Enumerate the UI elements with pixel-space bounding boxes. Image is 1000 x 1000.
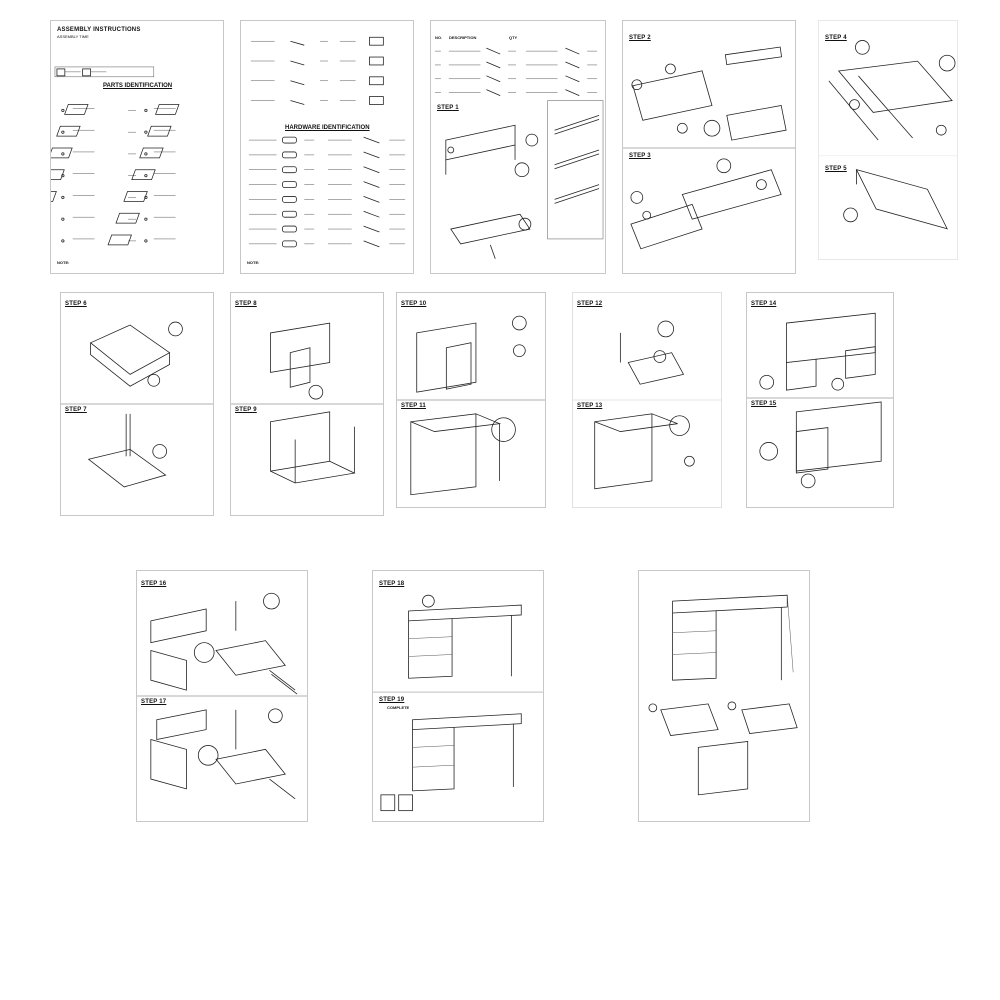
step-label: STEP 18 xyxy=(379,581,405,587)
step-label: STEP 12 xyxy=(577,301,603,307)
step-label: STEP 16 xyxy=(141,581,167,587)
two-person-icon xyxy=(381,795,395,811)
step-label: STEP 2 xyxy=(629,35,651,41)
section-title: HARDWARE IDENTIFICATION xyxy=(285,125,370,131)
step-2-3-illustration xyxy=(623,21,795,273)
page-step-2-3 xyxy=(622,20,796,274)
complete-label: COMPLETE xyxy=(387,705,410,710)
step-label: STEP 19 xyxy=(379,697,405,703)
step-14-15-illustration xyxy=(747,293,893,507)
page-step-14-15 xyxy=(746,292,894,508)
step-label: STEP 10 xyxy=(401,301,427,307)
step-18-19-illustration xyxy=(373,571,543,821)
step-16-17-illustration xyxy=(137,571,307,821)
step-1-illustration xyxy=(431,21,605,273)
two-person-icon xyxy=(399,795,413,811)
page-step-12-13 xyxy=(572,292,722,508)
step-label: STEP 11 xyxy=(401,403,426,409)
page-parts-identification xyxy=(50,20,224,274)
step-label: STEP 6 xyxy=(65,301,87,307)
note-label: NOTE: xyxy=(247,260,260,265)
step-label: STEP 1 xyxy=(437,105,459,111)
step-4-5-illustration xyxy=(819,21,957,259)
col-description: DESCRIPTION xyxy=(449,35,477,40)
step-10-11-illustration xyxy=(397,293,545,507)
step-8-9-illustration xyxy=(231,293,383,515)
step-label: STEP 15 xyxy=(751,401,777,407)
step-12-13-illustration xyxy=(573,293,721,507)
step-6-7-illustration xyxy=(61,293,213,515)
page-step-4-5 xyxy=(818,20,958,260)
step-label: STEP 9 xyxy=(235,407,257,413)
parts-illustration xyxy=(51,21,223,273)
note-label: NOTE: xyxy=(57,260,70,265)
step-label: STEP 7 xyxy=(65,407,87,413)
page-subtitle: ASSEMBLY TIME xyxy=(57,34,89,39)
hardware-illustration xyxy=(241,21,413,273)
page-step-18-19 xyxy=(372,570,544,822)
page-step-16-17 xyxy=(136,570,308,822)
page-step-1 xyxy=(430,20,606,274)
page-step-6-7 xyxy=(60,292,214,516)
col-no: NO. xyxy=(435,35,443,40)
page-hardware-identification xyxy=(240,20,414,274)
page-title: ASSEMBLY INSTRUCTIONS xyxy=(57,27,141,33)
step-label: STEP 13 xyxy=(577,403,603,409)
final-dimensions-illustration xyxy=(639,571,809,821)
step-label: STEP 3 xyxy=(629,153,651,159)
page-final-dimensions xyxy=(638,570,810,822)
page-step-8-9 xyxy=(230,292,384,516)
step-label: STEP 17 xyxy=(141,699,167,705)
section-title: PARTS IDENTIFICATION xyxy=(103,83,173,89)
page-step-10-11 xyxy=(396,292,546,508)
step-label: STEP 4 xyxy=(825,35,847,41)
step-label: STEP 8 xyxy=(235,301,257,307)
step-label: STEP 14 xyxy=(751,301,777,307)
col-qty: QTY xyxy=(509,35,518,40)
step-label: STEP 5 xyxy=(825,166,847,172)
